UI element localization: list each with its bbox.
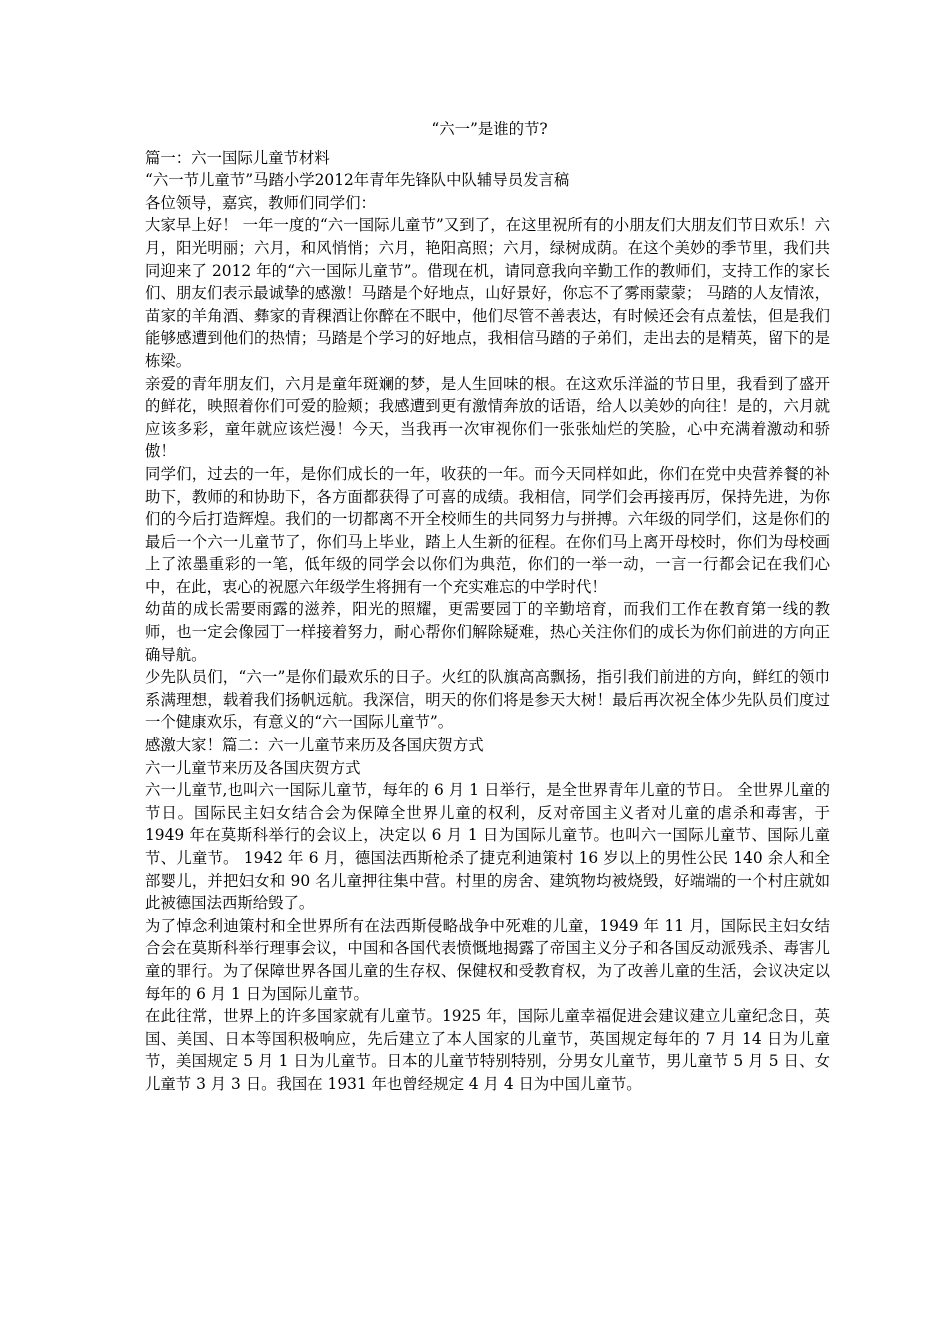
paragraph: 为了悼念利迪策村和全世界所有在法西斯侵略战争中死难的儿童，1949 年 11 月，国际民主妇女结合会在莫斯科举行理事会议，中国和各国代表愤慨地揭露了帝国主义分子和各国反动派残杀、毒害儿童的罪行。为了保障世界各国儿童的生存权、保健权和受教育权，为了改善儿童的生活，会议决定以每年的 6 月 1 日为国际儿童节。 (145, 916, 830, 1003)
paragraph: 幼苗的成长需要雨露的滋养，阳光的照耀，更需要园丁的辛勤培育，而我们工作在教育第一线的教师，也一定会像园丁一样接着努力，耐心帮你们解除疑难，热心关注你们的成长为你们前进的方向正确导航。 (145, 600, 830, 664)
speech-title: “六一节儿童节”马踏小学2012年青年先锋队中队辅导员发言稿 (145, 171, 570, 190)
document-title: “六一”是谁的节? (431, 120, 548, 138)
paragraph: 在此往常，世界上的许多国家就有儿童节。1925 年，国际儿童幸福促进会建议建立儿童纪念日，英国、美国、日本等国积极响应，先后建立了本人国家的儿童节，英国规定每年的 7 月 14 日为儿童节，美国规定 5 月 1 日为儿童节。日本的儿童节特别特别，分男女儿童节，男儿童节 5 月 5 日、女儿童节 3 月 3 日。我国在 1931 年也曾经规定 4 月 4 日为中国儿童节。 (145, 1007, 830, 1093)
section-heading: 篇一：六一国际儿童节材料 (145, 148, 330, 167)
paragraph: 少先队员们，“六一”是你们最欢乐的日子。火红的队旗高高飘扬，指引我们前进的方向，鲜红的领巾系满理想，载着我们扬帆远航。我深信，明天的你们将是参天大树！最后再次祝全体少先队员们度过一个健康欢乐，有意义的“六一国际儿童节”。 (145, 668, 830, 732)
salutation: 各位领导，嘉宾，教师们同学们： (145, 193, 376, 212)
document-page (145, 118, 830, 1096)
paragraph: 同学们，过去的一年，是你们成长的一年，收获的一年。而今天同样如此，你们在党中央营养餐的补助下，教师的和协助下，各方面都获得了可喜的成绩。我相信，同学们会再接再厉，保持先进，为你们的今后打造辉煌。我们的一切都离不开全校师生的共同努力与拼搏。六年级的同学们，这是你们的最后一个六一儿童节了，你们马上毕业，踏上人生新的征程。在你们马上离开母校时，你们为母校画上了浓墨重彩的一笔，低年级的同学会以你们为典范，你们的一举一动，一言一行都会记在我们心中，在此，衷心的祝愿六年级学生将拥有一个充实难忘的中学时代！ (145, 464, 830, 596)
paragraph: 感激大家！篇二：六一儿童节来历及各国庆贺方式 (145, 736, 484, 755)
section-heading: 六一儿童节来历及各国庆贺方式 (145, 758, 361, 777)
paragraph: 亲爱的青年朋友们，六月是童年斑斓的梦，是人生回味的根。在这欢乐洋溢的节日里，我看到了盛开的鲜花，映照着你们可爱的脸颊；我感遭到更有激情奔放的话语，给人以美妙的向往！是的，六月就应该多彩，童年就应该烂漫！今天，当我再一次审视你们一张张灿烂的笑脸，心中充满着激动和骄傲！ (145, 374, 830, 461)
paragraph: 大家早上好！ 一年一度的“六一国际儿童节”又到了，在这里祝所有的小朋友们大朋友们节日欢乐！六月，阳光明丽；六月，和风悄悄；六月，艳阳高照；六月，绿树成荫。在这个美妙的季节里，我们共同迎来了 2012 年的“六一国际儿童节”。借现在机，请同意我向辛勤工作的教师们，支持工作的家长们、朋友们表示最诚挚的感激！马踏是个好地点，山好景好，你忘不了雾雨蒙蒙； 马踏的人友情浓，苗家的羊角酒、彝家的青稞酒让你醉在不眠中，他们尽管不善表达，有时候还会有点羞怯，但是我们能够感遭到他们的热情；马踏是个学习的好地点，我相信马踏的子弟们，走出去的是精英，留下的是栋梁。 (145, 216, 830, 370)
paragraph: 六一儿童节,也叫六一国际儿童节，每年的 6 月 1 日举行，是全世界青年儿童的节日。 全世界儿童的节日。国际民主妇女结合会为保障全世界儿童的权利，反对帝国主义者对儿童的虐杀和毒害，于 1949 年在莫斯科举行的会议上，决定以 6 月 1 日为国际儿童节。也叫六一国际儿童节、国际儿童节、儿童节。 1942 年 6 月，德国法西斯枪杀了捷克利迪策村 16 岁以上的男性公民 140 余人和全部婴儿，并把妇女和 90 名儿童押往集中营。村里的房舍、建筑物均被烧毁，好端端的一个村庄就如此被德国法西斯给毁了。 (145, 781, 830, 913)
